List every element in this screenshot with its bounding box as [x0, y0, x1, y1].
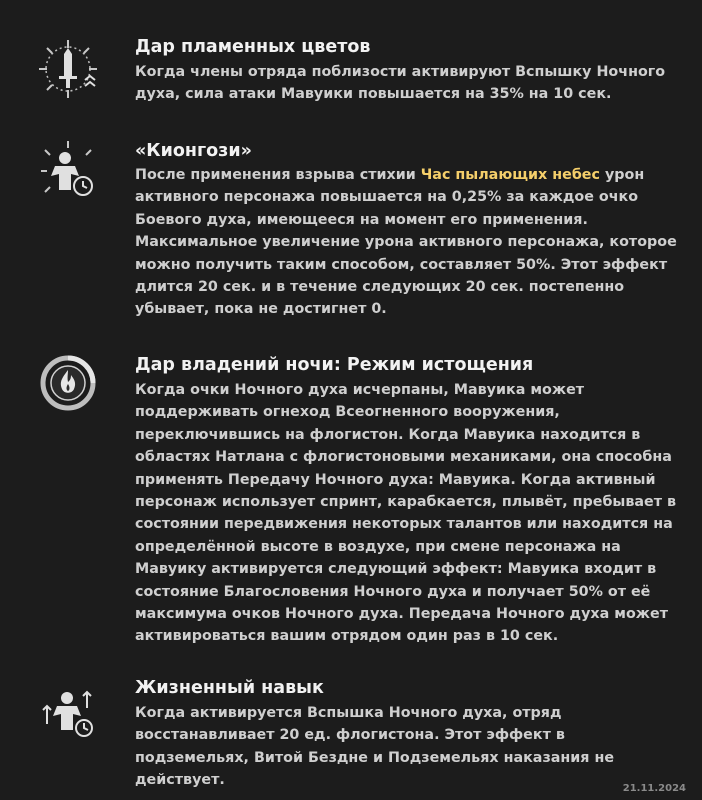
talent-title: Дар пламенных цветов [135, 37, 371, 57]
talent-description: Когда активируется Вспышка Ночного духа, отряд восстанавливает 20 ед. флогистона. Этот эффект в подземельях, Витой Бездне и Подземельях наказания не действует. [135, 705, 615, 789]
date-stamp: 21.11.2024 [622, 783, 686, 794]
description-text: После применения взрыва стихии [135, 167, 421, 183]
talent-description: Когда члены отряда поблизости активируют Вспышку Ночного духа, сила атаки Мавуики повышается на 35% на 10 сек. [135, 64, 666, 103]
character-regen-icon [35, 678, 101, 744]
sword-upgrade-icon [35, 36, 101, 102]
talent-title: «Кионгози» [135, 141, 252, 161]
talent-title: Жизненный навык [135, 678, 324, 698]
talent-title: Дар владений ночи: Режим истощения [135, 355, 534, 375]
description-text: урон активного персонажа повышается на 0,25% за каждое очко Боевого духа, имеющееся на момент его применения. Максимальное увеличение урона активного персонажа, которое можно получить таким способом, составляет 50%. Этот эффект длится 20 сек. и в течение следующих 20 сек. постепенно убывает, пока не достигнет 0. [135, 167, 677, 318]
talent-description: Когда очки Ночного духа исчерпаны, Мавуика может поддерживать огнеход Всеогненного вооружения, переключившись на флогистон. Когда Мавуика находится в областях Натлана с флогистоновыми механиками, она способна применять Передачу Ночного духа: Мавуика. Когда активный персонаж использует спринт, карабкается, плывёт, пребывает в состоянии передвижения некоторых талантов или находится на определённой высоте в воздухе, при смене персонажа на Мавуику активируется следующий эффект: Мавуика входит в состояние Благословения Ночного духа и получает 50% от её максимума очков Ночного духа. Передача Ночного духа может активироваться вашим отрядом один раз в 10 сек. [135, 382, 677, 645]
flame-circle-icon [35, 350, 101, 416]
character-timer-icon [35, 138, 101, 204]
talent-description [135, 164, 680, 321]
skill-name-highlight: Час пылающих небес [420, 167, 600, 183]
